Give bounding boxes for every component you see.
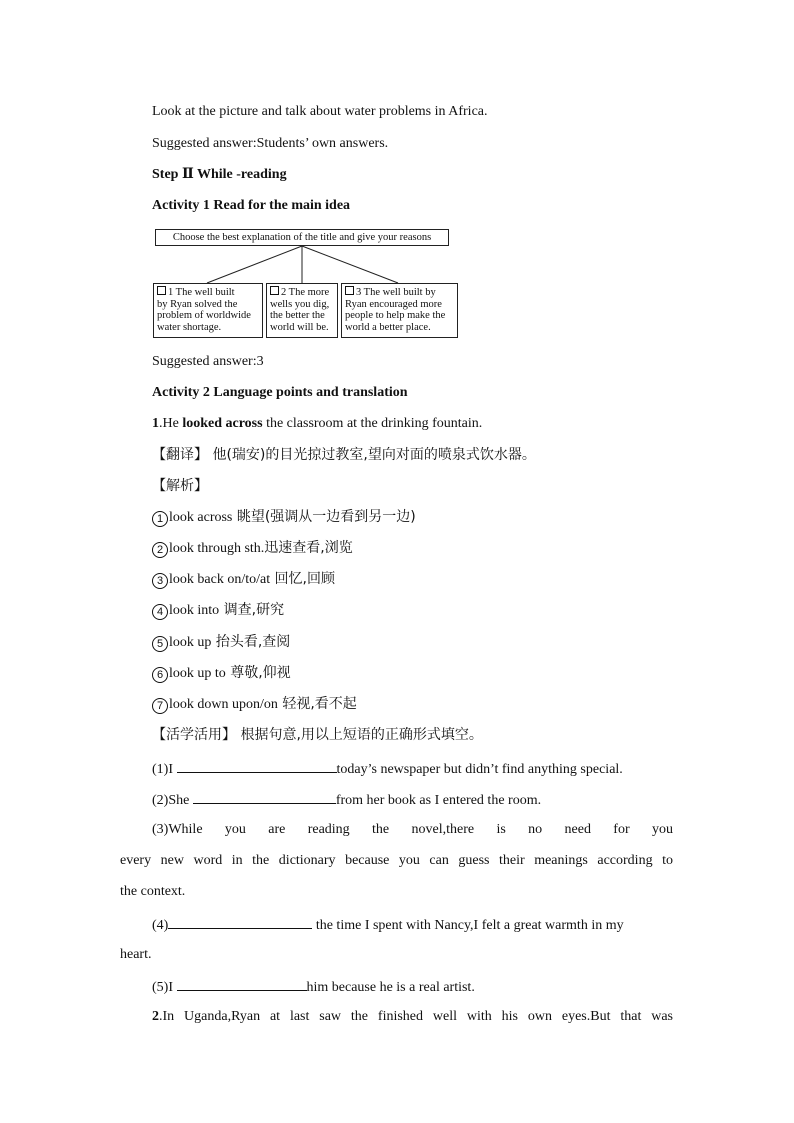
practice-label: 【活学活用】 [152,727,236,743]
translation-label: 【翻译】 [152,447,208,463]
phrase-item: 3 look back on/to/at 回忆,回顾 [152,570,335,589]
suggested-label: Suggested answer: [152,136,257,151]
activity1-suggested-answer: Suggested answer:3 [152,354,264,369]
answer-blank[interactable] [177,977,307,991]
diagram-option-3: 3 The well built by Ryan encouraged more people to help make the world a better place. [341,283,458,338]
answer-blank[interactable] [177,759,337,773]
question-4: (4) the time I spent with Nancy,I felt a great warmth in my [152,915,624,935]
question-3-line-3: the context. [120,884,186,899]
diagram-connector-lines [0,0,794,400]
question-4-line-2: heart. [120,947,152,962]
question-1: (1)I today’s newspaper but didn’t find anything special. [152,759,623,779]
practice-text: 根据句意,用以上短语的正确形式填空。 [236,727,483,743]
activity1-heading: Activity 1 Read for the main idea [152,198,351,213]
question-3-line-1: (3)While you are reading the novel,there is no need for you [152,822,673,837]
diagram-option-1: 1 The well built by Ryan solved the problem of worldwide water shortage. [153,283,263,338]
circled-number-icon: 4 [152,604,168,620]
phrase-item: 5 look up 抬头看,查阅 [152,633,290,652]
answer-blank[interactable] [168,915,312,929]
phrase-item: 2 look through sth.迅速查看,浏览 [152,539,353,558]
question-2: (2)She from her book as I entered the room. [152,790,541,810]
answer-blank[interactable] [193,790,336,804]
circled-number-icon: 6 [152,667,168,683]
question-3-line-2: every new word in the dictionary because you can guess their meanings according to [120,853,673,868]
diagram-option-2: 2 The more wells you dig, the better the world will be. [266,283,338,338]
diagram-title-box: Choose the best explanation of the title and give your reasons [155,229,449,246]
checkbox-icon [157,286,166,295]
intro-instruction: Look at the picture and talk about water problems in Africa. [152,104,488,119]
phrase-item: 6 look up to 尊敬,仰视 [152,664,291,683]
analysis-label: 【解析】 [152,478,208,494]
translation-line [152,446,536,464]
circled-number-icon: 2 [152,542,168,558]
suggested-value: Students’ own answers. [256,136,389,151]
point-1-sentence: 1.He looked across the classroom at the drinking fountain. [152,416,483,431]
point-2-sentence: 2.In Uganda,Ryan at last saw the finished well with his own eyes.But that was [152,1009,673,1024]
circled-number-icon: 3 [152,573,168,589]
activity2-heading: Activity 2 Language points and translation [152,385,408,400]
phrase-item: 4 look into 调查,研究 [152,601,284,620]
circled-number-icon: 5 [152,636,168,652]
translation-text: 他(瑞安)的目光掠过教室,望向对面的喷泉式饮水器。 [208,447,536,463]
checkbox-icon [345,286,354,295]
phrase-item: 1 look across 眺望(强调从一边看到另一边) [152,508,416,527]
question-5: (5)I him because he is a real artist. [152,977,475,997]
circled-number-icon: 7 [152,698,168,714]
phrase-item: 7 look down upon/on 轻视,看不起 [152,695,357,714]
circled-number-icon: 1 [152,511,168,527]
checkbox-icon [270,286,279,295]
practice-line [152,726,483,744]
step-heading: Step Ⅱ While -reading [152,167,287,182]
